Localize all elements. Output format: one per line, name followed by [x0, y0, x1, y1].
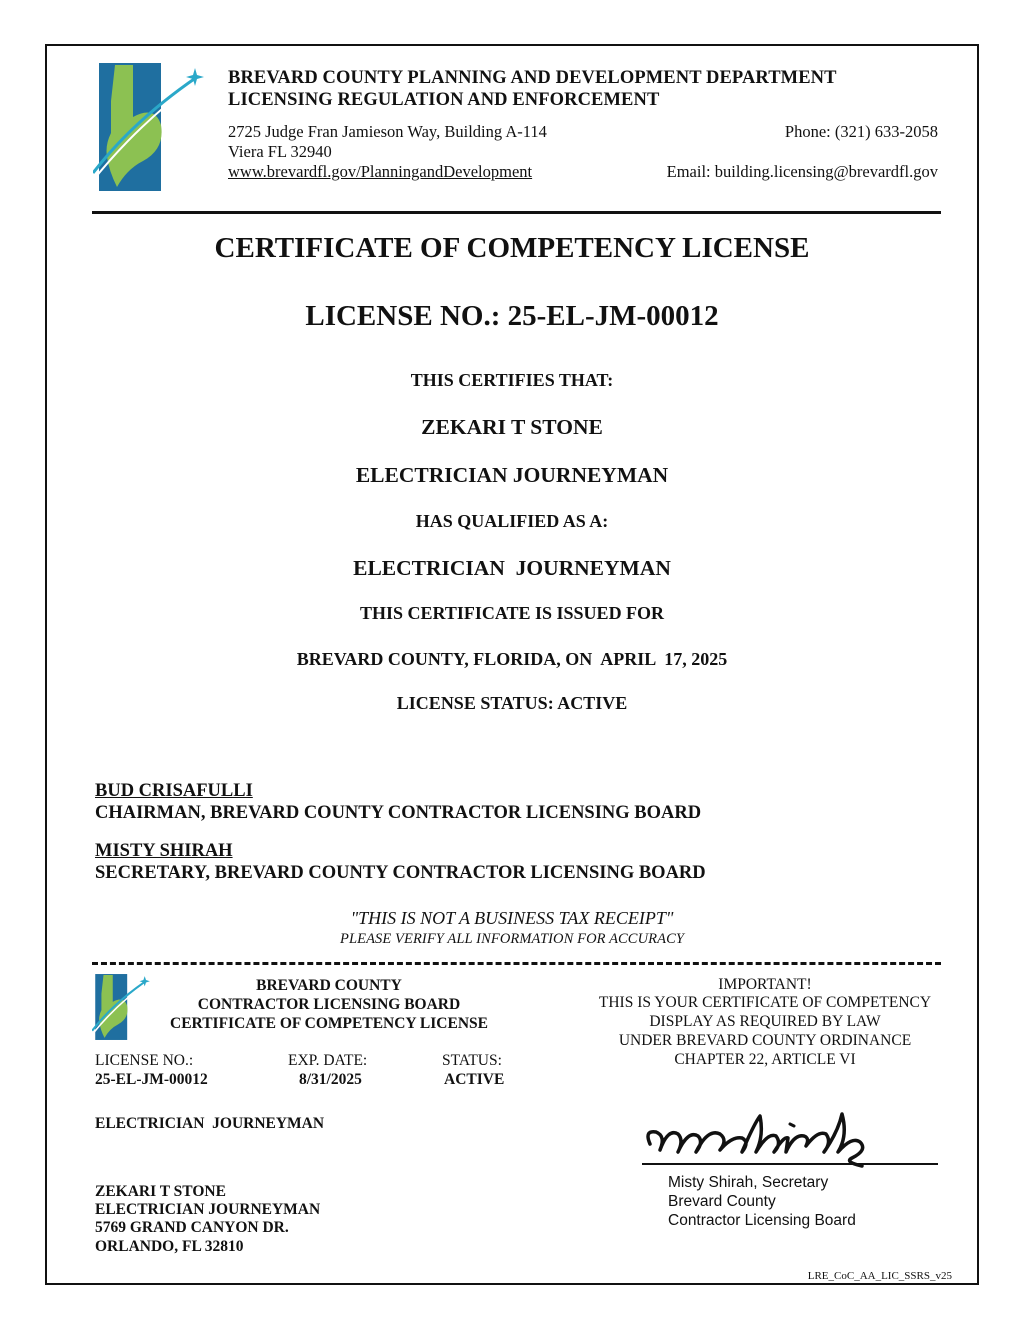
holder-name: ZEKARI T STONE: [421, 415, 603, 439]
signature-caption-2: Brevard County: [668, 1193, 776, 1210]
card-status-value: ACTIVE: [444, 1071, 505, 1088]
card-holder-name: ZEKARI T STONE: [95, 1183, 226, 1200]
card-exp-value: 8/31/2025: [299, 1071, 362, 1088]
license-status: LICENSE STATUS: ACTIVE: [396, 693, 628, 713]
chairman-title: CHAIRMAN, BREVARD COUNTY CONTRACTOR LICENSING BOARD: [95, 803, 702, 823]
tax-receipt-notice: "THIS IS NOT A BUSINESS TAX RECEIPT": [350, 908, 674, 928]
signature-line: [642, 1163, 938, 1165]
important-line-2: DISPLAY AS REQUIRED BY LAW: [649, 1013, 881, 1030]
county-logo: [93, 61, 205, 193]
important-line-3: UNDER BREVARD COUNTY ORDINANCE: [618, 1032, 912, 1049]
verify-notice: PLEASE VERIFY ALL INFORMATION FOR ACCURACY: [339, 931, 684, 947]
card-org-1: BREVARD COUNTY: [256, 977, 402, 994]
division-name: LICENSING REGULATION AND ENFORCEMENT: [228, 90, 660, 110]
card-holder-trade: ELECTRICIAN JOURNEYMAN: [95, 1201, 321, 1218]
address-line-2: Viera FL 32940: [228, 142, 332, 161]
qualified-as-label: HAS QUALIFIED AS A:: [415, 511, 609, 531]
issued-location-date: BREVARD COUNTY, FLORIDA, ON APRIL 17, 2025: [296, 649, 728, 669]
important-title: IMPORTANT!: [718, 976, 812, 993]
department-name: BREVARD COUNTY PLANNING AND DEVELOPMENT DEPARTMENT: [228, 68, 837, 88]
card-org-2: CONTRACTOR LICENSING BOARD: [197, 996, 461, 1013]
website-link[interactable]: www.brevardfl.gov/PlanningandDevelopment: [228, 162, 533, 181]
secretary-title: SECRETARY, BREVARD COUNTY CONTRACTOR LICENSING BOARD: [95, 863, 706, 883]
card-address-line-2: ORLANDO, FL 32810: [95, 1238, 244, 1255]
certifies-that-label: THIS CERTIFIES THAT:: [410, 370, 614, 390]
card-address-line-1: 5769 GRAND CANYON DR.: [95, 1219, 289, 1236]
signature-caption-1: Misty Shirah, Secretary: [668, 1174, 829, 1191]
email-address: Email: building.licensing@brevardfl.gov: [666, 162, 938, 181]
qualification: ELECTRICIAN JOURNEYMAN: [353, 556, 671, 580]
card-logo: [92, 973, 150, 1041]
card-org-3: CERTIFICATE OF COMPETENCY LICENSE: [170, 1015, 488, 1032]
holder-trade: ELECTRICIAN JOURNEYMAN: [355, 463, 669, 487]
chairman-name: BUD CRISAFULLI: [95, 781, 253, 801]
signature-caption-3: Contractor Licensing Board: [668, 1212, 856, 1229]
license-number-heading: LICENSE NO.: 25-EL-JM-00012: [305, 300, 719, 332]
phone-number: Phone: (321) 633-2058: [784, 122, 938, 141]
important-line-1: THIS IS YOUR CERTIFICATE OF COMPETENCY: [598, 994, 932, 1011]
card-status-label: STATUS:: [442, 1052, 502, 1069]
header-divider: [92, 211, 941, 214]
issued-for-label: THIS CERTIFICATE IS ISSUED FOR: [359, 603, 665, 623]
card-license-label: LICENSE NO.:: [95, 1052, 194, 1069]
card-license-value: 25-EL-JM-00012: [95, 1071, 208, 1088]
card-trade: ELECTRICIAN JOURNEYMAN: [95, 1115, 325, 1132]
address-line-1: 2725 Judge Fran Jamieson Way, Building A-114: [228, 122, 547, 141]
card-exp-label: EXP. DATE:: [288, 1052, 368, 1069]
cut-line: [92, 962, 941, 965]
certificate-title: CERTIFICATE OF COMPETENCY LICENSE: [214, 232, 810, 264]
secretary-name: MISTY SHIRAH: [95, 841, 233, 861]
important-line-4: CHAPTER 22, ARTICLE VI: [674, 1051, 856, 1068]
form-code: LRE_CoC_AA_LIC_SSRS_v25: [807, 1270, 952, 1282]
